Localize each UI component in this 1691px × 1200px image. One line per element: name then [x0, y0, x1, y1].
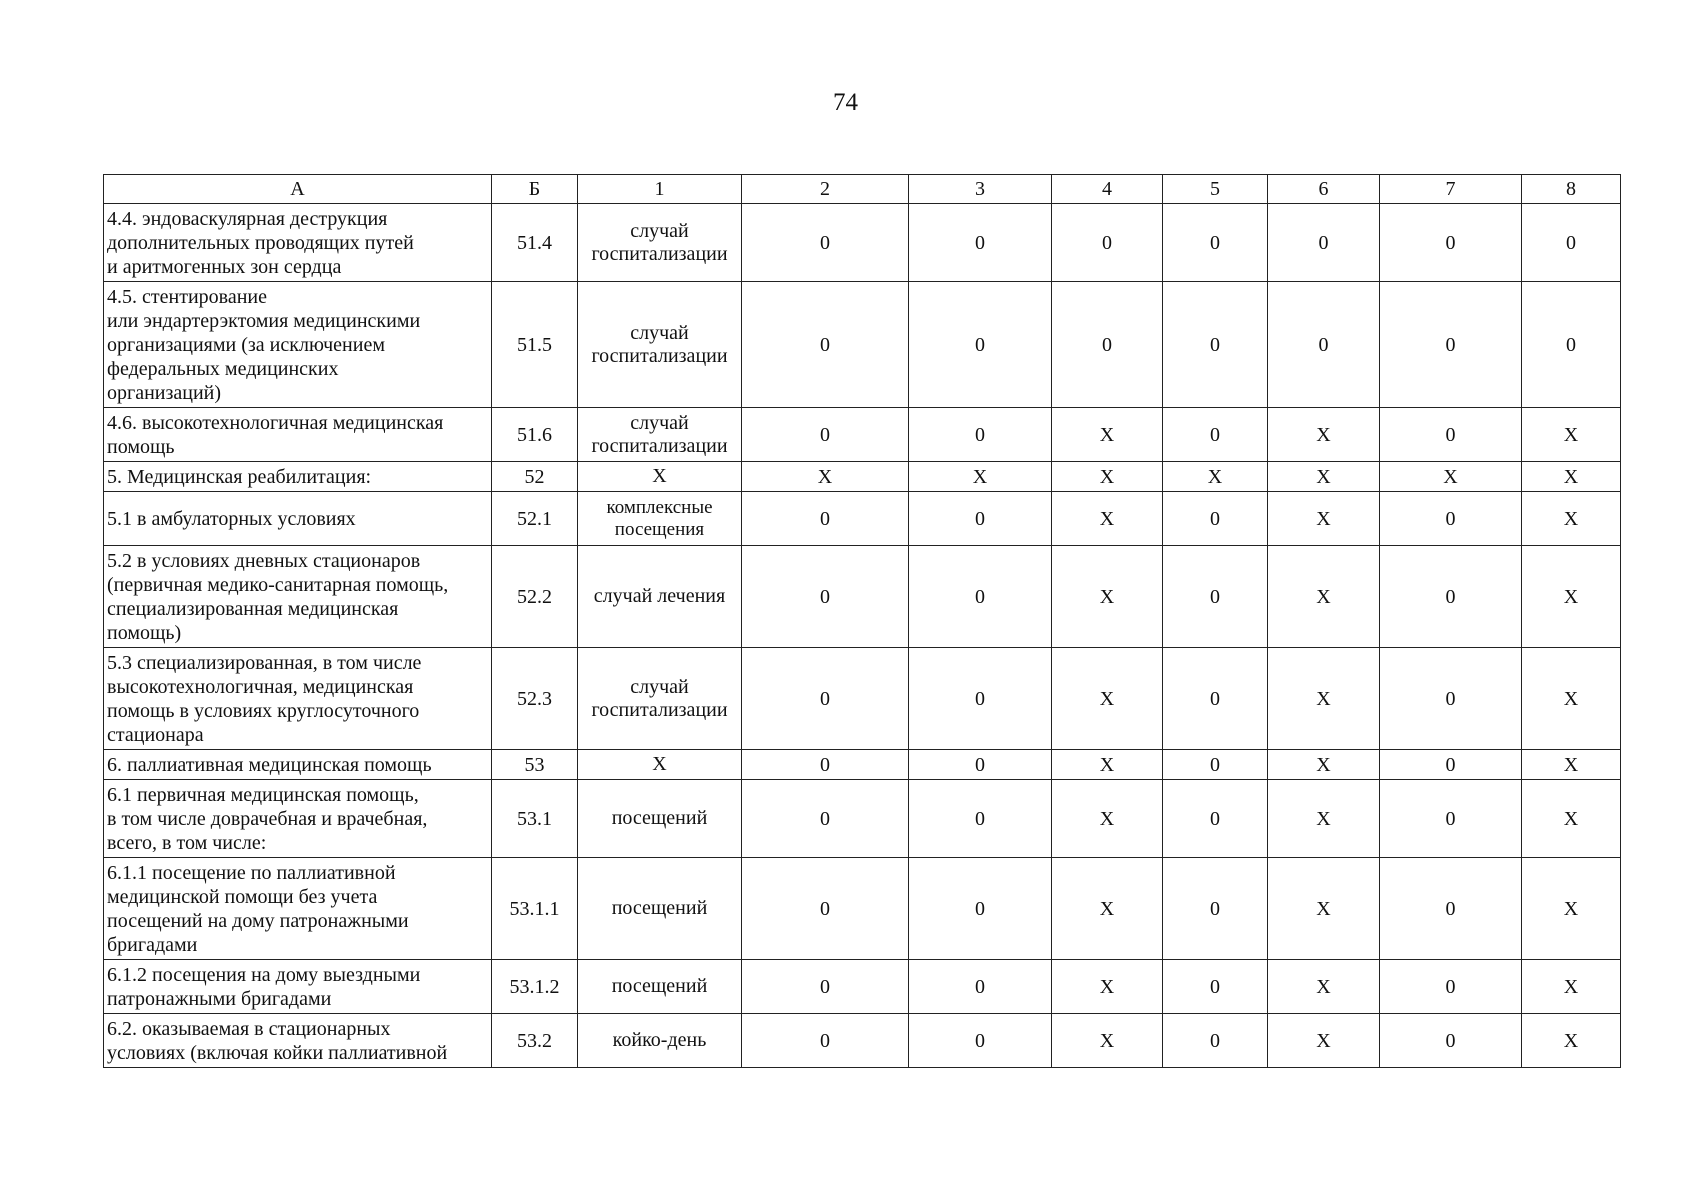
value-cell: 0: [1163, 546, 1268, 648]
value-cell: Х: [1522, 1014, 1621, 1068]
value-cell: 0: [909, 282, 1052, 408]
row-unit-cell: Х: [578, 750, 742, 780]
value-cell: Х: [1522, 750, 1621, 780]
row-name-cell: 5.1 в амбулаторных условиях: [104, 492, 492, 546]
row-code-cell: 51.6: [492, 408, 578, 462]
row-name-cell: 5. Медицинская реабилитация:: [104, 462, 492, 492]
value-cell: 0: [909, 780, 1052, 858]
value-cell: 0: [742, 282, 909, 408]
row-name-cell: 5.2 в условиях дневных стационаров (первичная медико-санитарная помощь, специализированная медицинская помощь): [104, 546, 492, 648]
value-cell: 0: [1380, 780, 1522, 858]
value-cell: 0: [742, 750, 909, 780]
row-code-cell: 53.2: [492, 1014, 578, 1068]
value-cell: 0: [1380, 546, 1522, 648]
value-cell: Х: [1268, 1014, 1380, 1068]
value-cell: 0: [1163, 204, 1268, 282]
value-cell: Х: [909, 462, 1052, 492]
value-cell: 0: [1163, 858, 1268, 960]
row-code-cell: 53.1.1: [492, 858, 578, 960]
row-unit-cell: случай госпитализации: [578, 282, 742, 408]
value-cell: Х: [1268, 750, 1380, 780]
table-row: [104, 780, 1621, 858]
header-cell: 4: [1052, 175, 1163, 204]
value-cell: Х: [1268, 492, 1380, 546]
value-cell: 0: [1163, 408, 1268, 462]
value-cell: 0: [1163, 492, 1268, 546]
value-cell: 0: [742, 204, 909, 282]
value-cell: 0: [909, 408, 1052, 462]
value-cell: 0: [909, 858, 1052, 960]
value-cell: 0: [1268, 282, 1380, 408]
row-name-cell: 4.6. высокотехнологичная медицинская помощь: [104, 408, 492, 462]
row-unit-cell: случай госпитализации: [578, 408, 742, 462]
row-unit-cell: случай госпитализации: [578, 204, 742, 282]
value-cell: Х: [1522, 546, 1621, 648]
row-name-cell: 5.3 специализированная, в том числе высокотехнологичная, медицинская помощь в условиях круглосуточного стационара: [104, 648, 492, 750]
value-cell: 0: [1380, 282, 1522, 408]
value-cell: 0: [909, 750, 1052, 780]
row-name-cell: 4.4. эндоваскулярная деструкция дополнительных проводящих путей и аритмогенных зон сердца: [104, 204, 492, 282]
value-cell: 0: [909, 1014, 1052, 1068]
value-cell: Х: [1268, 858, 1380, 960]
row-unit-cell: посещений: [578, 960, 742, 1014]
value-cell: Х: [742, 462, 909, 492]
value-cell: 0: [1163, 1014, 1268, 1068]
value-cell: 0: [1163, 960, 1268, 1014]
value-cell: Х: [1522, 648, 1621, 750]
value-cell: 0: [1522, 282, 1621, 408]
header-cell: 8: [1522, 175, 1621, 204]
value-cell: 0: [1380, 204, 1522, 282]
value-cell: 0: [1052, 204, 1163, 282]
row-name-cell: 6.1.2 посещения на дому выездными патронажными бригадами: [104, 960, 492, 1014]
value-cell: Х: [1522, 462, 1621, 492]
table-row: [104, 960, 1621, 1014]
value-cell: Х: [1052, 492, 1163, 546]
value-cell: Х: [1268, 462, 1380, 492]
value-cell: 0: [1163, 780, 1268, 858]
row-name-cell: 6.2. оказываемая в стационарных условиях (включая койки паллиативной: [104, 1014, 492, 1068]
value-cell: 0: [1163, 750, 1268, 780]
value-cell: 0: [1052, 282, 1163, 408]
table-row: [104, 1014, 1621, 1068]
row-unit-cell: случай госпитализации: [578, 648, 742, 750]
row-unit-cell: Х: [578, 462, 742, 492]
value-cell: Х: [1052, 750, 1163, 780]
table-row: [104, 282, 1621, 408]
row-unit-cell: койко-день: [578, 1014, 742, 1068]
header-cell: А: [104, 175, 492, 204]
header-cell: 5: [1163, 175, 1268, 204]
value-cell: 0: [1380, 960, 1522, 1014]
table-row: [104, 408, 1621, 462]
row-unit-cell: комплексные посещения: [578, 492, 742, 546]
value-cell: Х: [1052, 546, 1163, 648]
row-name-cell: 6.1.1 посещение по паллиативной медицинской помощи без учета посещений на дому патронажными бригадами: [104, 858, 492, 960]
value-cell: 0: [742, 492, 909, 546]
value-cell: Х: [1163, 462, 1268, 492]
row-code-cell: 52.2: [492, 546, 578, 648]
row-code-cell: 52: [492, 462, 578, 492]
value-cell: 0: [1380, 750, 1522, 780]
header-cell: 7: [1380, 175, 1522, 204]
value-cell: 0: [1380, 648, 1522, 750]
table-row: [104, 750, 1621, 780]
row-name-cell: 4.5. стентирование или эндартерэктомия медицинскими организациями (за исключением федеральных медицинских организаций): [104, 282, 492, 408]
value-cell: 0: [909, 546, 1052, 648]
row-code-cell: 52.3: [492, 648, 578, 750]
value-cell: Х: [1268, 546, 1380, 648]
value-cell: 0: [1380, 408, 1522, 462]
row-name-cell: 6.1 первичная медицинская помощь, в том числе доврачебная и врачебная, всего, в том числе:: [104, 780, 492, 858]
value-cell: 0: [1380, 1014, 1522, 1068]
value-cell: Х: [1522, 780, 1621, 858]
value-cell: 0: [909, 648, 1052, 750]
row-code-cell: 51.5: [492, 282, 578, 408]
value-cell: Х: [1052, 462, 1163, 492]
value-cell: Х: [1522, 858, 1621, 960]
table-row: [104, 204, 1621, 282]
value-cell: 0: [1380, 492, 1522, 546]
value-cell: Х: [1268, 408, 1380, 462]
value-cell: 0: [1163, 282, 1268, 408]
value-cell: Х: [1522, 492, 1621, 546]
row-code-cell: 52.1: [492, 492, 578, 546]
value-cell: 0: [909, 960, 1052, 1014]
value-cell: 0: [742, 960, 909, 1014]
value-cell: 0: [1163, 648, 1268, 750]
value-cell: 0: [742, 1014, 909, 1068]
table-row: [104, 462, 1621, 492]
table-row: [104, 492, 1621, 546]
header-cell: 6: [1268, 175, 1380, 204]
value-cell: 0: [1380, 858, 1522, 960]
value-cell: Х: [1522, 408, 1621, 462]
value-cell: 0: [909, 492, 1052, 546]
table-row: [104, 546, 1621, 648]
value-cell: Х: [1268, 648, 1380, 750]
header-cell: 2: [742, 175, 909, 204]
page-number: 74: [833, 89, 858, 116]
value-cell: Х: [1052, 1014, 1163, 1068]
header-cell: 3: [909, 175, 1052, 204]
row-code-cell: 53: [492, 750, 578, 780]
row-unit-cell: посещений: [578, 858, 742, 960]
value-cell: Х: [1522, 960, 1621, 1014]
value-cell: 0: [1268, 204, 1380, 282]
value-cell: Х: [1268, 780, 1380, 858]
value-cell: 0: [742, 858, 909, 960]
table-row: [104, 858, 1621, 960]
header-row: [104, 175, 1621, 204]
value-cell: Х: [1268, 960, 1380, 1014]
value-cell: 0: [909, 204, 1052, 282]
value-cell: 0: [742, 546, 909, 648]
row-code-cell: 53.1: [492, 780, 578, 858]
table-row: [104, 648, 1621, 750]
row-unit-cell: посещений: [578, 780, 742, 858]
value-cell: 0: [742, 780, 909, 858]
value-cell: Х: [1380, 462, 1522, 492]
data-table: [103, 174, 1621, 1068]
row-unit-cell: случай лечения: [578, 546, 742, 648]
row-code-cell: 53.1.2: [492, 960, 578, 1014]
header-cell: 1: [578, 175, 742, 204]
row-code-cell: 51.4: [492, 204, 578, 282]
value-cell: 0: [742, 408, 909, 462]
row-name-cell: 6. паллиативная медицинская помощь: [104, 750, 492, 780]
value-cell: 0: [1522, 204, 1621, 282]
value-cell: Х: [1052, 648, 1163, 750]
header-cell: Б: [492, 175, 578, 204]
value-cell: Х: [1052, 408, 1163, 462]
value-cell: 0: [742, 648, 909, 750]
value-cell: Х: [1052, 780, 1163, 858]
value-cell: Х: [1052, 960, 1163, 1014]
value-cell: Х: [1052, 858, 1163, 960]
